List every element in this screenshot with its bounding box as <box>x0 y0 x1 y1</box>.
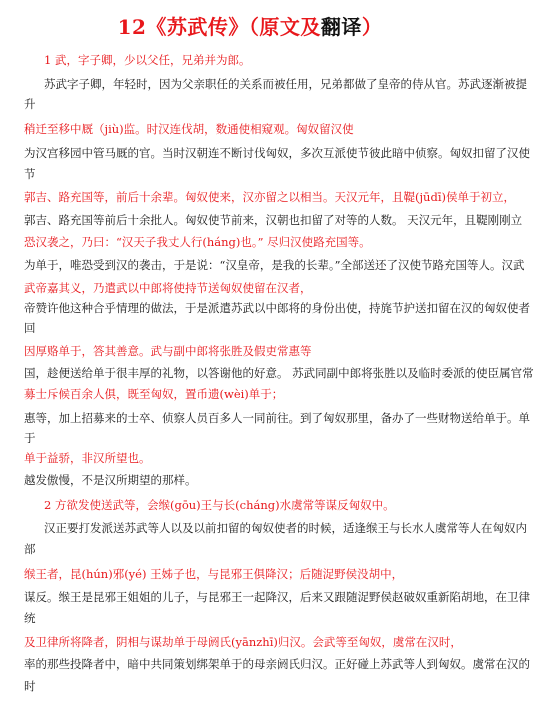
translation-text-line: 汉正要打发派送苏武等人以及以前扣留的匈奴使者的时候，适逢缑王与长水人虞常等人在匈奴内 <box>44 521 527 535</box>
translation-text-line: 为汉宫移园中管马厩的官。当时汉朝连不断讨伐匈奴，多次互派使节彼此暗中侦察。匈奴扣留了汉使 <box>24 146 530 160</box>
original-text-line: 募士斥候百余人俱，既至匈奴，置币遗(wèi)单于； <box>24 387 284 401</box>
translation-text-line: 时 <box>24 679 36 693</box>
translation-text-line: 郭吉、路充国等前后十余批人。匈奴使节前来，汉朝也扣留了对等的人数。 天汉元年，且鞮刚刚立 <box>24 213 523 227</box>
original-text-line: 因厚赂单于，答其善意。武与副中郎将张胜及假吏常惠等 <box>24 344 312 358</box>
translation-text-line: 统 <box>24 611 36 625</box>
translation-text-line: 于 <box>24 431 36 445</box>
translation-text-line: 率的那些投降者中，暗中共同策划绑架单于的母亲阏氏归汉。正好碰上苏武等人到匈奴。虞常在汉的 <box>24 657 530 671</box>
original-text-line: 郭吉、路充国等，前后十余辈。匈奴使来，汉亦留之以相当。天汉元年，且鞮(jūdī)侯单于初立， <box>24 190 515 204</box>
title-black-part: 翻译 <box>320 15 362 39</box>
original-text-line: 2 方欲发使送武等，会缑(gōu)王与长(cháng)水虞常等谋反匈奴中。 <box>44 498 395 512</box>
translation-text-line: 部 <box>24 542 36 556</box>
title-red-part: 12《苏武传》（原文及 <box>117 15 321 39</box>
page-title <box>0 14 500 40</box>
translation-text-line: 节 <box>24 167 36 181</box>
translation-text-line: 帝赞许他这种合乎情理的做法，于是派遣苏武以中郎将的身份出使，持旄节护送扣留在汉的匈奴使者 <box>24 301 530 315</box>
original-text-line: 及卫律所将降者，阴相与谋劫单于母阏氏(yānzhī)归汉。会武等至匈奴，虞常在汉时， <box>24 635 462 649</box>
original-text-line: 武帝嘉其义，乃遣武以中郎将使持节送匈奴使留在汉者， <box>24 281 312 295</box>
translation-text-line: 国，趁便送给单于很丰厚的礼物，以答谢他的好意。 苏武同副中郎将张胜以及临时委派的使臣属官常 <box>24 366 534 380</box>
translation-text-line: 谋反。缑王是昆邪王姐姐的儿子，与昆邪王一起降汉，后来又跟随浞野侯赵破奴重新陷胡地，在卫律 <box>24 590 530 604</box>
original-text-line: 稍迁至移中厩（jiù)监。时汉连伐胡，数通使相窥观。匈奴留汉使 <box>24 122 354 136</box>
translation-text-line: 惠等，加上招募来的士卒、侦察人员百多人一同前往。到了匈奴那里，备办了一些财物送给单于。单 <box>24 411 530 425</box>
original-text-line: 单于益骄，非汉所望也。 <box>24 451 151 465</box>
original-text-line: 缑王者，昆(hún)邪(yé) 王姊子也，与昆邪王俱降汉；后随浞野侯没胡中， <box>24 567 404 581</box>
original-text-line: 1 武，字子卿，少以父任，兄弟并为郎。 <box>44 53 251 67</box>
translation-text-line: 越发傲慢，不是汉所期望的那样。 <box>24 473 197 487</box>
translation-text-line: 苏武字子卿，年轻时，因为父亲职任的关系而被任用，兄弟都做了皇帝的侍从官。苏武逐渐被提 <box>44 77 527 91</box>
translation-text-line: 升 <box>24 97 36 111</box>
title-close: ） <box>361 15 383 39</box>
original-text-line: 恐汉袭之，乃曰：“汉天子我丈人行(háng)也。” 尽归汉使路充国等。 <box>24 235 371 249</box>
translation-text-line: 为单于，唯恐受到汉的袭击，于是说：“汉皇帝，是我的长辈。”全部送还了汉使节路充国等人。汉武 <box>24 258 525 272</box>
translation-text-line: 回 <box>24 321 36 335</box>
